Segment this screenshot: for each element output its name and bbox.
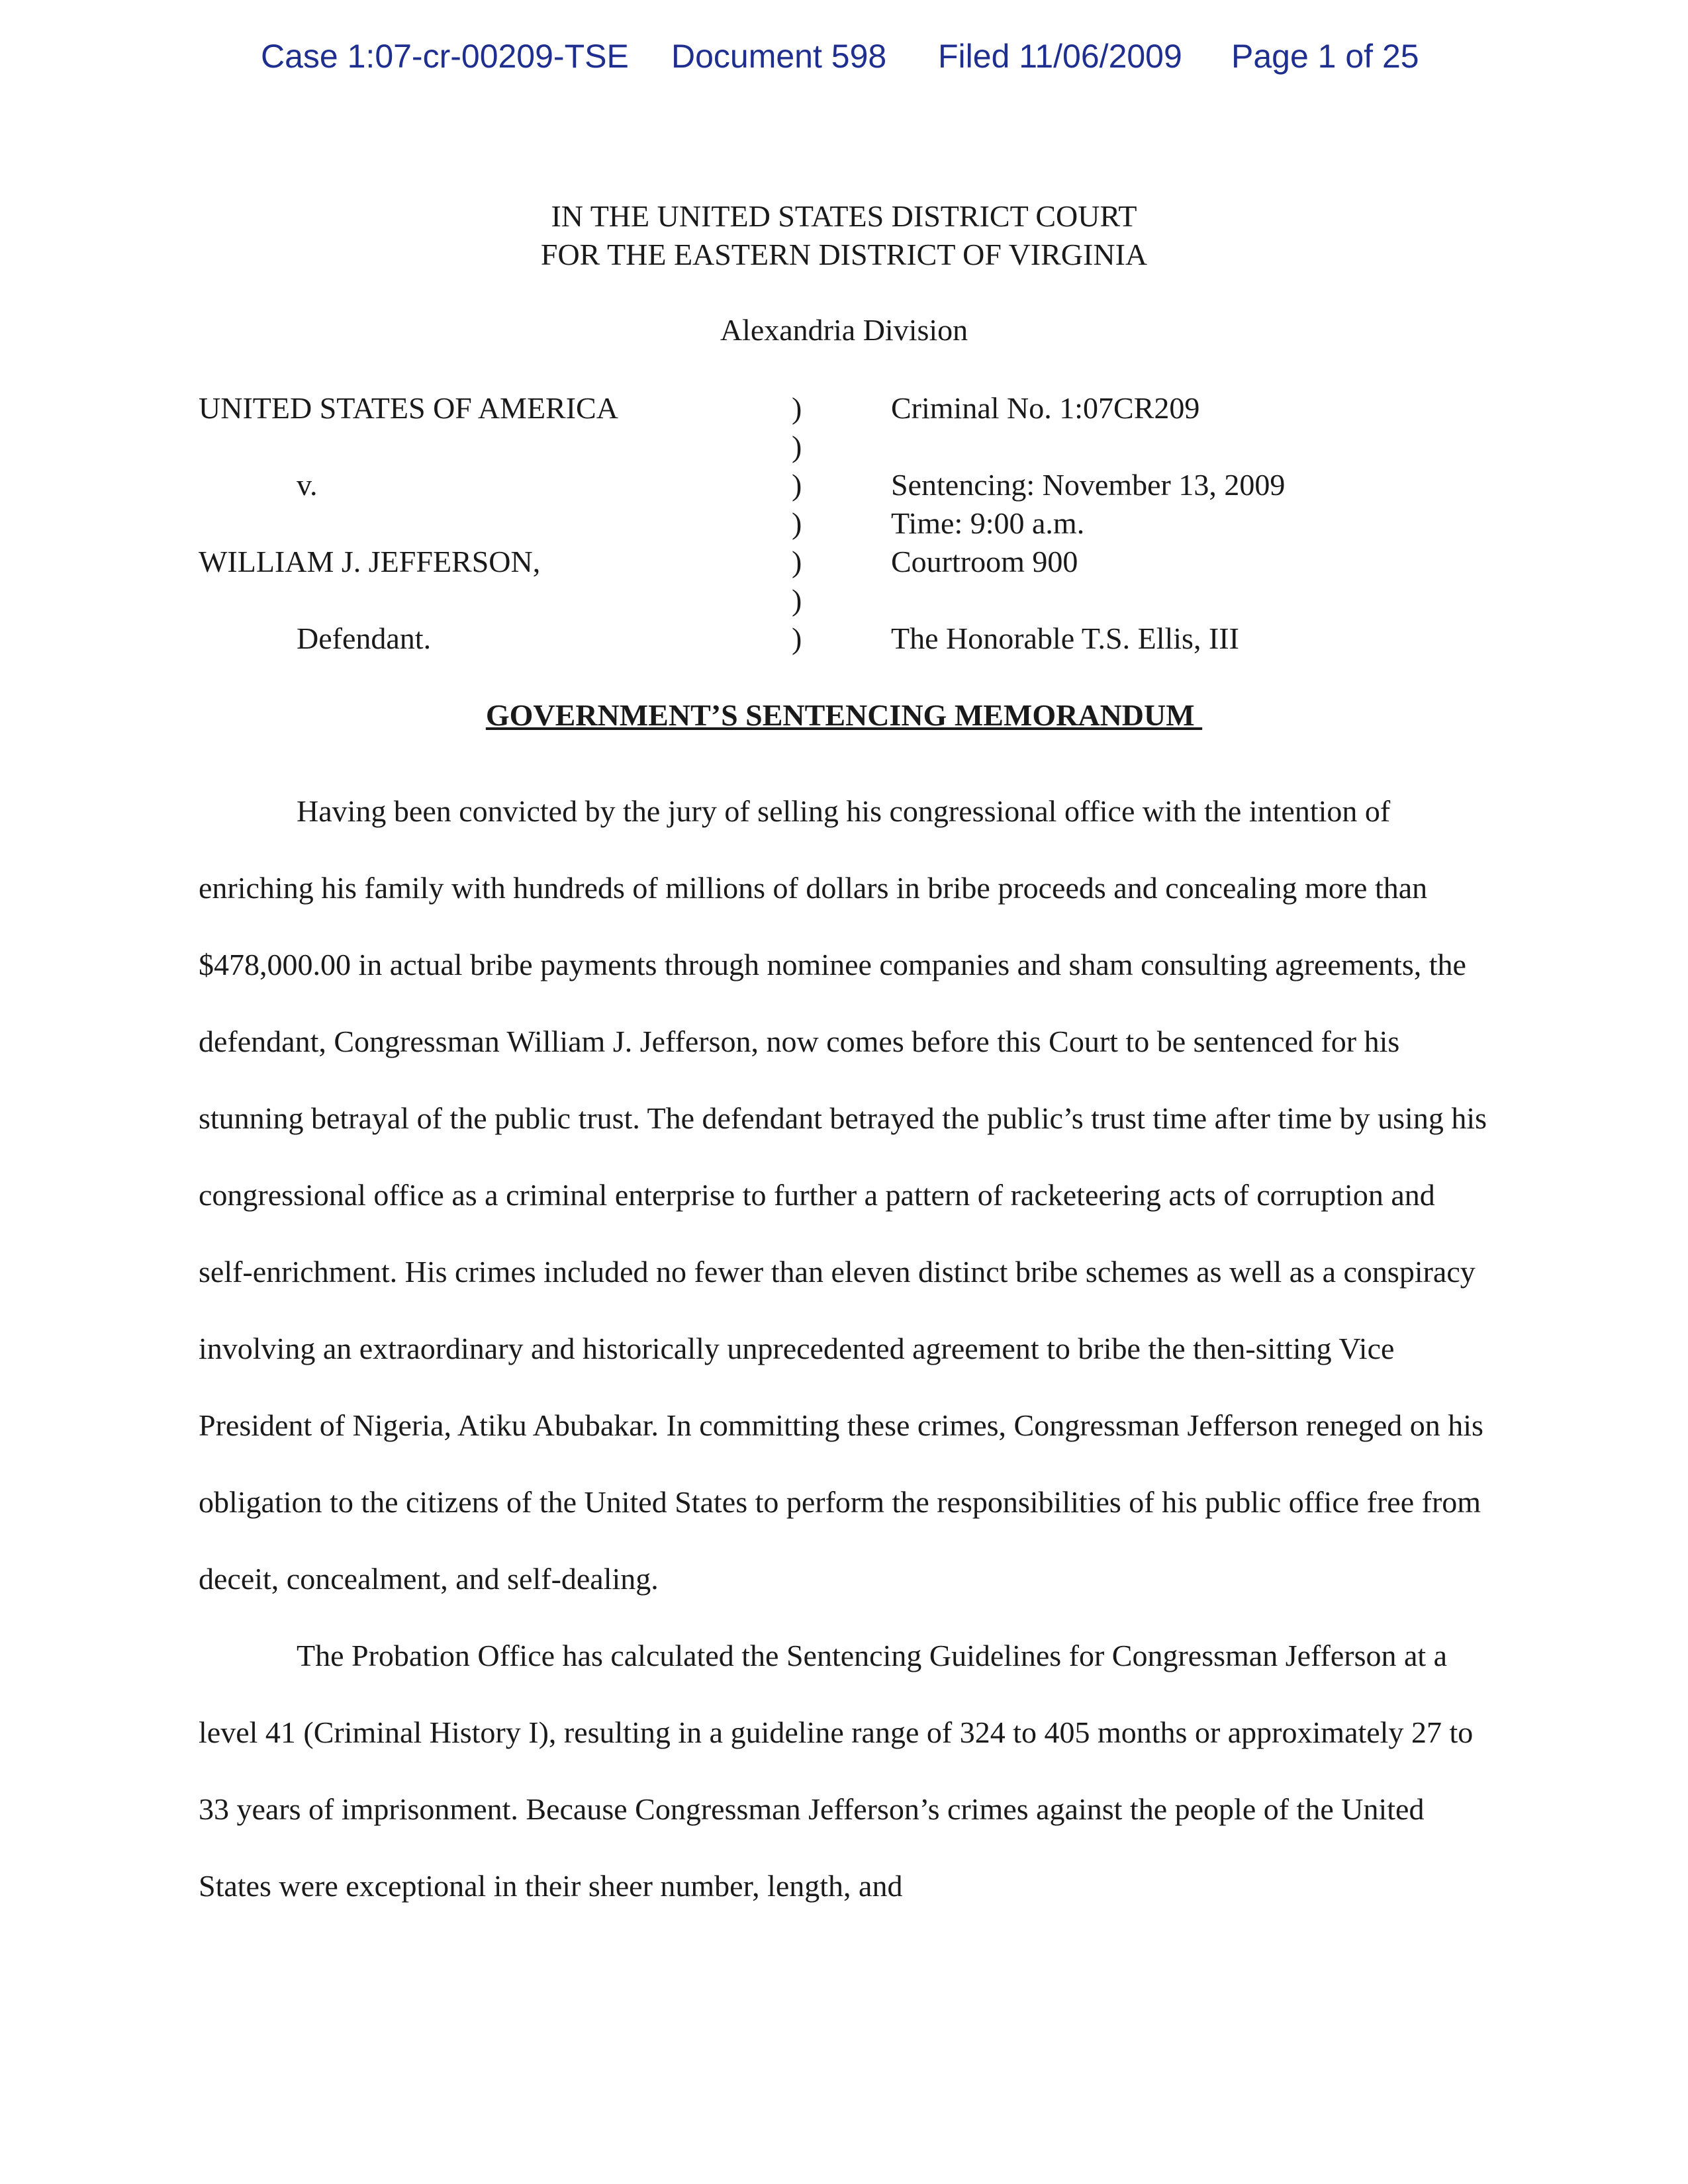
caption-paren: ) — [792, 506, 802, 540]
caption-paren: ) — [792, 430, 802, 463]
document-number-stamp: Document 598 — [671, 38, 887, 75]
courtroom: Courtroom 900 — [891, 545, 1078, 578]
criminal-number: Criminal No. 1:07CR209 — [891, 391, 1200, 425]
page-count-stamp: Page 1 of 25 — [1231, 38, 1419, 75]
body-paragraph: Having been convicted by the jury of selling his congressional office with the intention of enriching his family with hundreds of millions of dollars in bribe proceeds and concealing more than $478,000.00 in actual bribe payments through nominee companies and sham consulting agreements, the defendant, Congressman William J. Jefferson, now comes before this Court to be sentenced for his stunning betrayal of the public trust. The defendant betrayed the public’s trust time after time by using his congressional office as a criminal enterprise to further a pattern of racketeering acts of corruption and self-enrichment. His crimes included no fewer than eleven distinct bribe schemes as well as a conspiracy involving an extraordinary and historically unprecedented agreement to bribe the then-sitting Vice President of Nigeria, Atiku Abubakar. In committing these crimes, Congressman Jefferson reneged on his obligation to the citizens of the United States to perform the responsibilities of his public office free from deceit, concealment, and self-dealing. — [199, 794, 1487, 1596]
caption-row — [199, 466, 1390, 504]
court-name: IN THE UNITED STATES DISTRICT COURT — [551, 199, 1137, 233]
caption-row — [199, 504, 1390, 543]
document-title — [0, 698, 1688, 733]
versus-label: v. — [297, 468, 318, 502]
caption-row — [199, 581, 1390, 619]
filed-date-stamp: Filed 11/06/2009 — [938, 38, 1182, 75]
caption-paren: ) — [792, 621, 802, 655]
caption-row — [199, 389, 1390, 428]
body-paragraph: The Probation Office has calculated the Sentencing Guidelines for Congressman Jefferson at a level 41 (Criminal History I), resulting in a guideline range of 324 to 405 months or approximately 27 to 33 years of imprisonment. Because Congressman Jefferson’s crimes against the people of the United States were exceptional in their sheer number, length, and — [199, 1639, 1474, 1903]
caption-row — [199, 428, 1390, 466]
caption-row — [199, 543, 1390, 581]
defendant-label: Defendant. — [297, 621, 432, 655]
ecf-header-stamp — [0, 37, 1688, 79]
defendant-name: WILLIAM J. JEFFERSON, — [199, 545, 541, 578]
caption-paren: ) — [792, 545, 802, 578]
court-division: Alexandria Division — [720, 313, 968, 347]
caption-paren: ) — [792, 468, 802, 502]
plaintiff-name: UNITED STATES OF AMERICA — [199, 391, 618, 425]
case-number-stamp: Case 1:07-cr-00209-TSE — [261, 38, 629, 75]
document-title-text: GOVERNMENT’S SENTENCING MEMORANDUM — [485, 698, 1203, 732]
presiding-judge: The Honorable T.S. Ellis, III — [891, 621, 1239, 655]
caption-row — [199, 619, 1390, 658]
court-district: FOR THE EASTERN DISTRICT OF VIRGINIA — [540, 238, 1148, 271]
caption-paren: ) — [792, 583, 802, 617]
sentencing-time: Time: 9:00 a.m. — [891, 506, 1085, 540]
court-heading — [0, 197, 1688, 274]
memorandum-body — [199, 773, 1489, 1925]
sentencing-date: Sentencing: November 13, 2009 — [891, 468, 1286, 502]
caption-paren: ) — [792, 391, 802, 425]
case-caption — [199, 389, 1390, 658]
